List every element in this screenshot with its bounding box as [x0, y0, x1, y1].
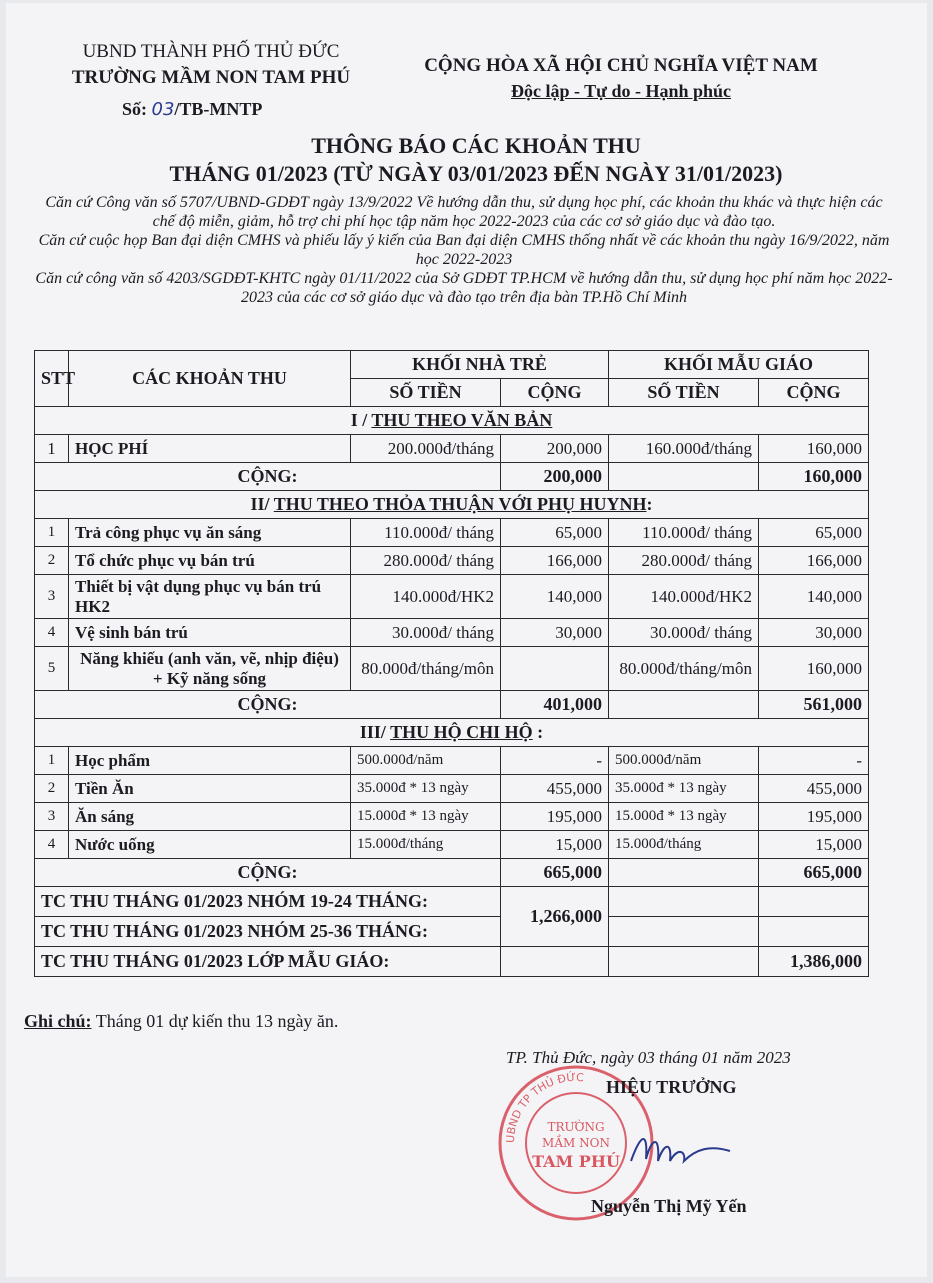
- cell-nt-rate: 35.000đ * 13 ngày: [351, 775, 501, 803]
- table-row: [35, 747, 869, 775]
- note-label: Ghi chú:: [24, 1011, 92, 1031]
- title-line-1: THÔNG BÁO CÁC KHOẢN THU: [311, 133, 641, 158]
- note: [24, 1011, 338, 1032]
- cell-stt: 1: [35, 435, 69, 463]
- empty-cell: [609, 691, 759, 719]
- cell-nt-rate: 140.000đ/HK2: [351, 575, 501, 619]
- table-row: [35, 619, 869, 647]
- empty-cell: [609, 887, 759, 917]
- cell-item: Trả công phục vụ ăn sáng: [69, 519, 351, 547]
- header-mau-giao: KHỐI MẪU GIÁO: [609, 351, 869, 379]
- issuer-authority: UBND THÀNH PHỐ THỦ ĐỨC: [82, 41, 340, 62]
- subtotal-label: CỘNG:: [35, 691, 501, 719]
- seal-ring-text: UBND TP THỦ ĐỨC: [503, 1070, 585, 1144]
- grand-total-row: [35, 947, 869, 977]
- cell-mg-rate: 30.000đ/ tháng: [609, 619, 759, 647]
- doc-no-suffix: /TB-MNTP: [174, 99, 263, 119]
- header-items: CÁC KHOẢN THU: [69, 351, 351, 407]
- empty-cell: [609, 947, 759, 977]
- subtotal-row: [35, 463, 869, 491]
- grand-total-row: [35, 917, 869, 947]
- subtotal-mg: 665,000: [759, 859, 869, 887]
- handwritten-signature-icon: [626, 1123, 736, 1173]
- basis-paragraph: Căn cứ Công văn số 5707/UBND-GDĐT ngày 13/9/2022 Về hướng dẫn thu, sử dụng học phí, các khoản thu khác và thực hiện các chế độ miễn, giảm, hỗ trợ chi phí học tập năm học 2022-2023 của các cơ sở giáo dục và đào tạo.: [45, 194, 883, 230]
- grand-total-mau-giao: 1,386,000: [759, 947, 869, 977]
- empty-cell: [759, 917, 869, 947]
- section-1-title: THU THEO VĂN BẢN: [371, 410, 553, 430]
- cell-mg-sum: 455,000: [759, 775, 869, 803]
- cell-item: Nước uống: [69, 831, 351, 859]
- cell-stt: 1: [35, 519, 69, 547]
- section-2-colon: :: [646, 494, 653, 514]
- cell-item: Tổ chức phục vụ bán trú: [69, 547, 351, 575]
- empty-cell: [609, 917, 759, 947]
- cell-mg-sum: 140,000: [759, 575, 869, 619]
- cell-nt-rate: 500.000đ/năm: [351, 747, 501, 775]
- cell-nt-sum: 65,000: [501, 519, 609, 547]
- header-nt-total: CỘNG: [501, 379, 609, 407]
- doc-no-handwritten: 03: [151, 99, 175, 120]
- empty-cell: [609, 859, 759, 887]
- cell-mg-rate: 140.000đ/HK2: [609, 575, 759, 619]
- grand-total-nha-tre: 1,266,000: [501, 887, 609, 947]
- signer-name: Nguyễn Thị Mỹ Yến: [591, 1196, 747, 1216]
- cell-stt: 3: [35, 575, 69, 619]
- cell-mg-sum: 166,000: [759, 547, 869, 575]
- cell-item: Ăn sáng: [69, 803, 351, 831]
- section-heading-row: [35, 491, 869, 519]
- section-2-title: THU THEO THỎA THUẬN VỚI PHỤ HUYNH: [273, 494, 647, 514]
- basis-paragraph: Căn cứ công văn số 4203/SGDĐT-KHTC ngày 01/11/2022 của Sở GDĐT TP.HCM về hướng dẫn thu, sử dụng học phí năm học 2022-2023 của các cơ sở giáo dục và đào tạo trên địa bàn TP.Hồ Chí Minh: [35, 270, 893, 306]
- national-header: [406, 55, 836, 102]
- cell-nt-sum: 15,000: [501, 831, 609, 859]
- subtotal-label: CỘNG:: [35, 859, 501, 887]
- cell-nt-rate: 80.000đ/tháng/môn: [351, 647, 501, 691]
- cell-nt-rate: 110.000đ/ tháng: [351, 519, 501, 547]
- empty-cell: [759, 887, 869, 917]
- table-row: [35, 547, 869, 575]
- section-3-roman: III/: [359, 722, 391, 742]
- subtotal-nt: 200,000: [501, 463, 609, 491]
- subtotal-nt: 665,000: [501, 859, 609, 887]
- cell-mg-rate: 15.000đ * 13 ngày: [609, 803, 759, 831]
- table-row: [35, 435, 869, 463]
- header-stt: STT: [35, 351, 69, 407]
- cell-nt-sum: [501, 647, 609, 691]
- table-row: [35, 775, 869, 803]
- cell-mg-rate: 35.000đ * 13 ngày: [609, 775, 759, 803]
- seal-line-2: MẦM NON: [542, 1136, 610, 1150]
- table-row: [35, 647, 869, 691]
- cell-mg-sum: -: [759, 747, 869, 775]
- doc-no-prefix: Số:: [122, 99, 148, 119]
- empty-cell: [609, 463, 759, 491]
- subtotal-label: CỘNG:: [35, 463, 501, 491]
- signer-title: HIỆU TRƯỞNG: [606, 1077, 737, 1097]
- section-heading-row: [35, 719, 869, 747]
- cell-item: Năng khiếu (anh văn, vẽ, nhịp điệu) + Kỹ năng sống: [69, 647, 351, 691]
- section-1-roman: I /: [350, 410, 372, 430]
- header-mg-total: CỘNG: [759, 379, 869, 407]
- cell-nt-rate: 280.000đ/ tháng: [351, 547, 501, 575]
- header-mg-amount: SỐ TIỀN: [609, 379, 759, 407]
- cell-mg-sum: 15,000: [759, 831, 869, 859]
- cell-stt: 4: [35, 831, 69, 859]
- cell-nt-rate: 200.000đ/tháng: [351, 435, 501, 463]
- document-page: [6, 3, 927, 1277]
- cell-mg-rate: 160.000đ/tháng: [609, 435, 759, 463]
- table-header-row: [35, 351, 869, 379]
- subtotal-nt: 401,000: [501, 691, 609, 719]
- section-2-heading: [35, 491, 869, 519]
- cell-nt-sum: 140,000: [501, 575, 609, 619]
- grand-total-row: [35, 887, 869, 917]
- cell-mg-rate: 500.000đ/năm: [609, 747, 759, 775]
- cell-nt-sum: -: [501, 747, 609, 775]
- cell-mg-sum: 30,000: [759, 619, 869, 647]
- grand-total-19-24-label: TC THU THÁNG 01/2023 NHÓM 19-24 THÁNG:: [35, 887, 501, 917]
- place-date: TP. Thủ Đức, ngày 03 tháng 01 năm 2023: [506, 1048, 791, 1067]
- header-nha-tre: KHỐI NHÀ TRẺ: [351, 351, 609, 379]
- cell-item: Vệ sinh bán trú: [69, 619, 351, 647]
- document-title: [36, 133, 916, 187]
- grand-total-mau-giao-label: TC THU THÁNG 01/2023 LỚP MẪU GIÁO:: [35, 947, 501, 977]
- cell-stt: 2: [35, 547, 69, 575]
- subtotal-mg: 561,000: [759, 691, 869, 719]
- cell-mg-rate: 110.000đ/ tháng: [609, 519, 759, 547]
- table-row: [35, 519, 869, 547]
- cell-stt: 4: [35, 619, 69, 647]
- national-motto: Độc lập - Tự do - Hạnh phúc: [510, 81, 732, 101]
- cell-mg-rate: 80.000đ/tháng/môn: [609, 647, 759, 691]
- table-row: [35, 803, 869, 831]
- cell-mg-sum: 160,000: [759, 647, 869, 691]
- national-title: CỘNG HÒA XÃ HỘI CHỦ NGHĨA VIỆT NAM: [424, 55, 818, 76]
- title-line-2: THÁNG 01/2023 (TỪ NGÀY 03/01/2023 ĐẾN NGÀY 31/01/2023): [169, 161, 783, 186]
- cell-stt: 5: [35, 647, 69, 691]
- cell-nt-sum: 200,000: [501, 435, 609, 463]
- subtotal-row: [35, 859, 869, 887]
- empty-cell: [501, 947, 609, 977]
- table-row: [35, 831, 869, 859]
- cell-stt: 1: [35, 747, 69, 775]
- cell-nt-sum: 30,000: [501, 619, 609, 647]
- seal-line-1: TRƯỜNG: [547, 1120, 605, 1134]
- section-1-heading: [35, 407, 869, 435]
- subtotal-row: [35, 691, 869, 719]
- note-text: Tháng 01 dự kiến thu 13 ngày ăn.: [91, 1011, 339, 1031]
- legal-basis: [34, 193, 894, 307]
- issuer-school: TRƯỜNG MẦM NON TAM PHÚ: [71, 67, 351, 88]
- cell-mg-rate: 280.000đ/ tháng: [609, 547, 759, 575]
- section-3-colon: :: [532, 722, 544, 742]
- issuer-block: [46, 41, 376, 120]
- section-3-heading: [35, 719, 869, 747]
- section-2-roman: II/: [250, 494, 274, 514]
- section-heading-row: [35, 407, 869, 435]
- header-nt-amount: SỐ TIỀN: [351, 379, 501, 407]
- grand-total-25-36-label: TC THU THÁNG 01/2023 NHÓM 25-36 THÁNG:: [35, 917, 501, 947]
- cell-stt: 3: [35, 803, 69, 831]
- fees-table: [34, 350, 869, 977]
- cell-nt-sum: 455,000: [501, 775, 609, 803]
- cell-mg-sum: 160,000: [759, 435, 869, 463]
- document-number: [46, 99, 376, 120]
- cell-item: Học phẩm: [69, 747, 351, 775]
- cell-nt-sum: 195,000: [501, 803, 609, 831]
- cell-nt-rate: 30.000đ/ tháng: [351, 619, 501, 647]
- cell-item: HỌC PHÍ: [69, 435, 351, 463]
- cell-nt-rate: 15.000đ/tháng: [351, 831, 501, 859]
- cell-mg-sum: 195,000: [759, 803, 869, 831]
- cell-item: Tiền Ăn: [69, 775, 351, 803]
- basis-paragraph: Căn cứ cuộc họp Ban đại diện CMHS và phiếu lấy ý kiến của Ban đại diện CMHS thống nhất về các khoản thu ngày 16/9/2022, năm học 2022-2023: [38, 232, 890, 268]
- cell-stt: 2: [35, 775, 69, 803]
- seal-line-3: TAM PHÚ: [532, 1152, 620, 1171]
- section-3-title: THU HỘ CHI HỘ: [390, 722, 533, 742]
- cell-nt-sum: 166,000: [501, 547, 609, 575]
- cell-nt-rate: 15.000đ * 13 ngày: [351, 803, 501, 831]
- cell-item: Thiết bị vật dụng phục vụ bán trú HK2: [69, 575, 351, 619]
- cell-mg-rate: 15.000đ/tháng: [609, 831, 759, 859]
- cell-mg-sum: 65,000: [759, 519, 869, 547]
- subtotal-mg: 160,000: [759, 463, 869, 491]
- table-row: [35, 575, 869, 619]
